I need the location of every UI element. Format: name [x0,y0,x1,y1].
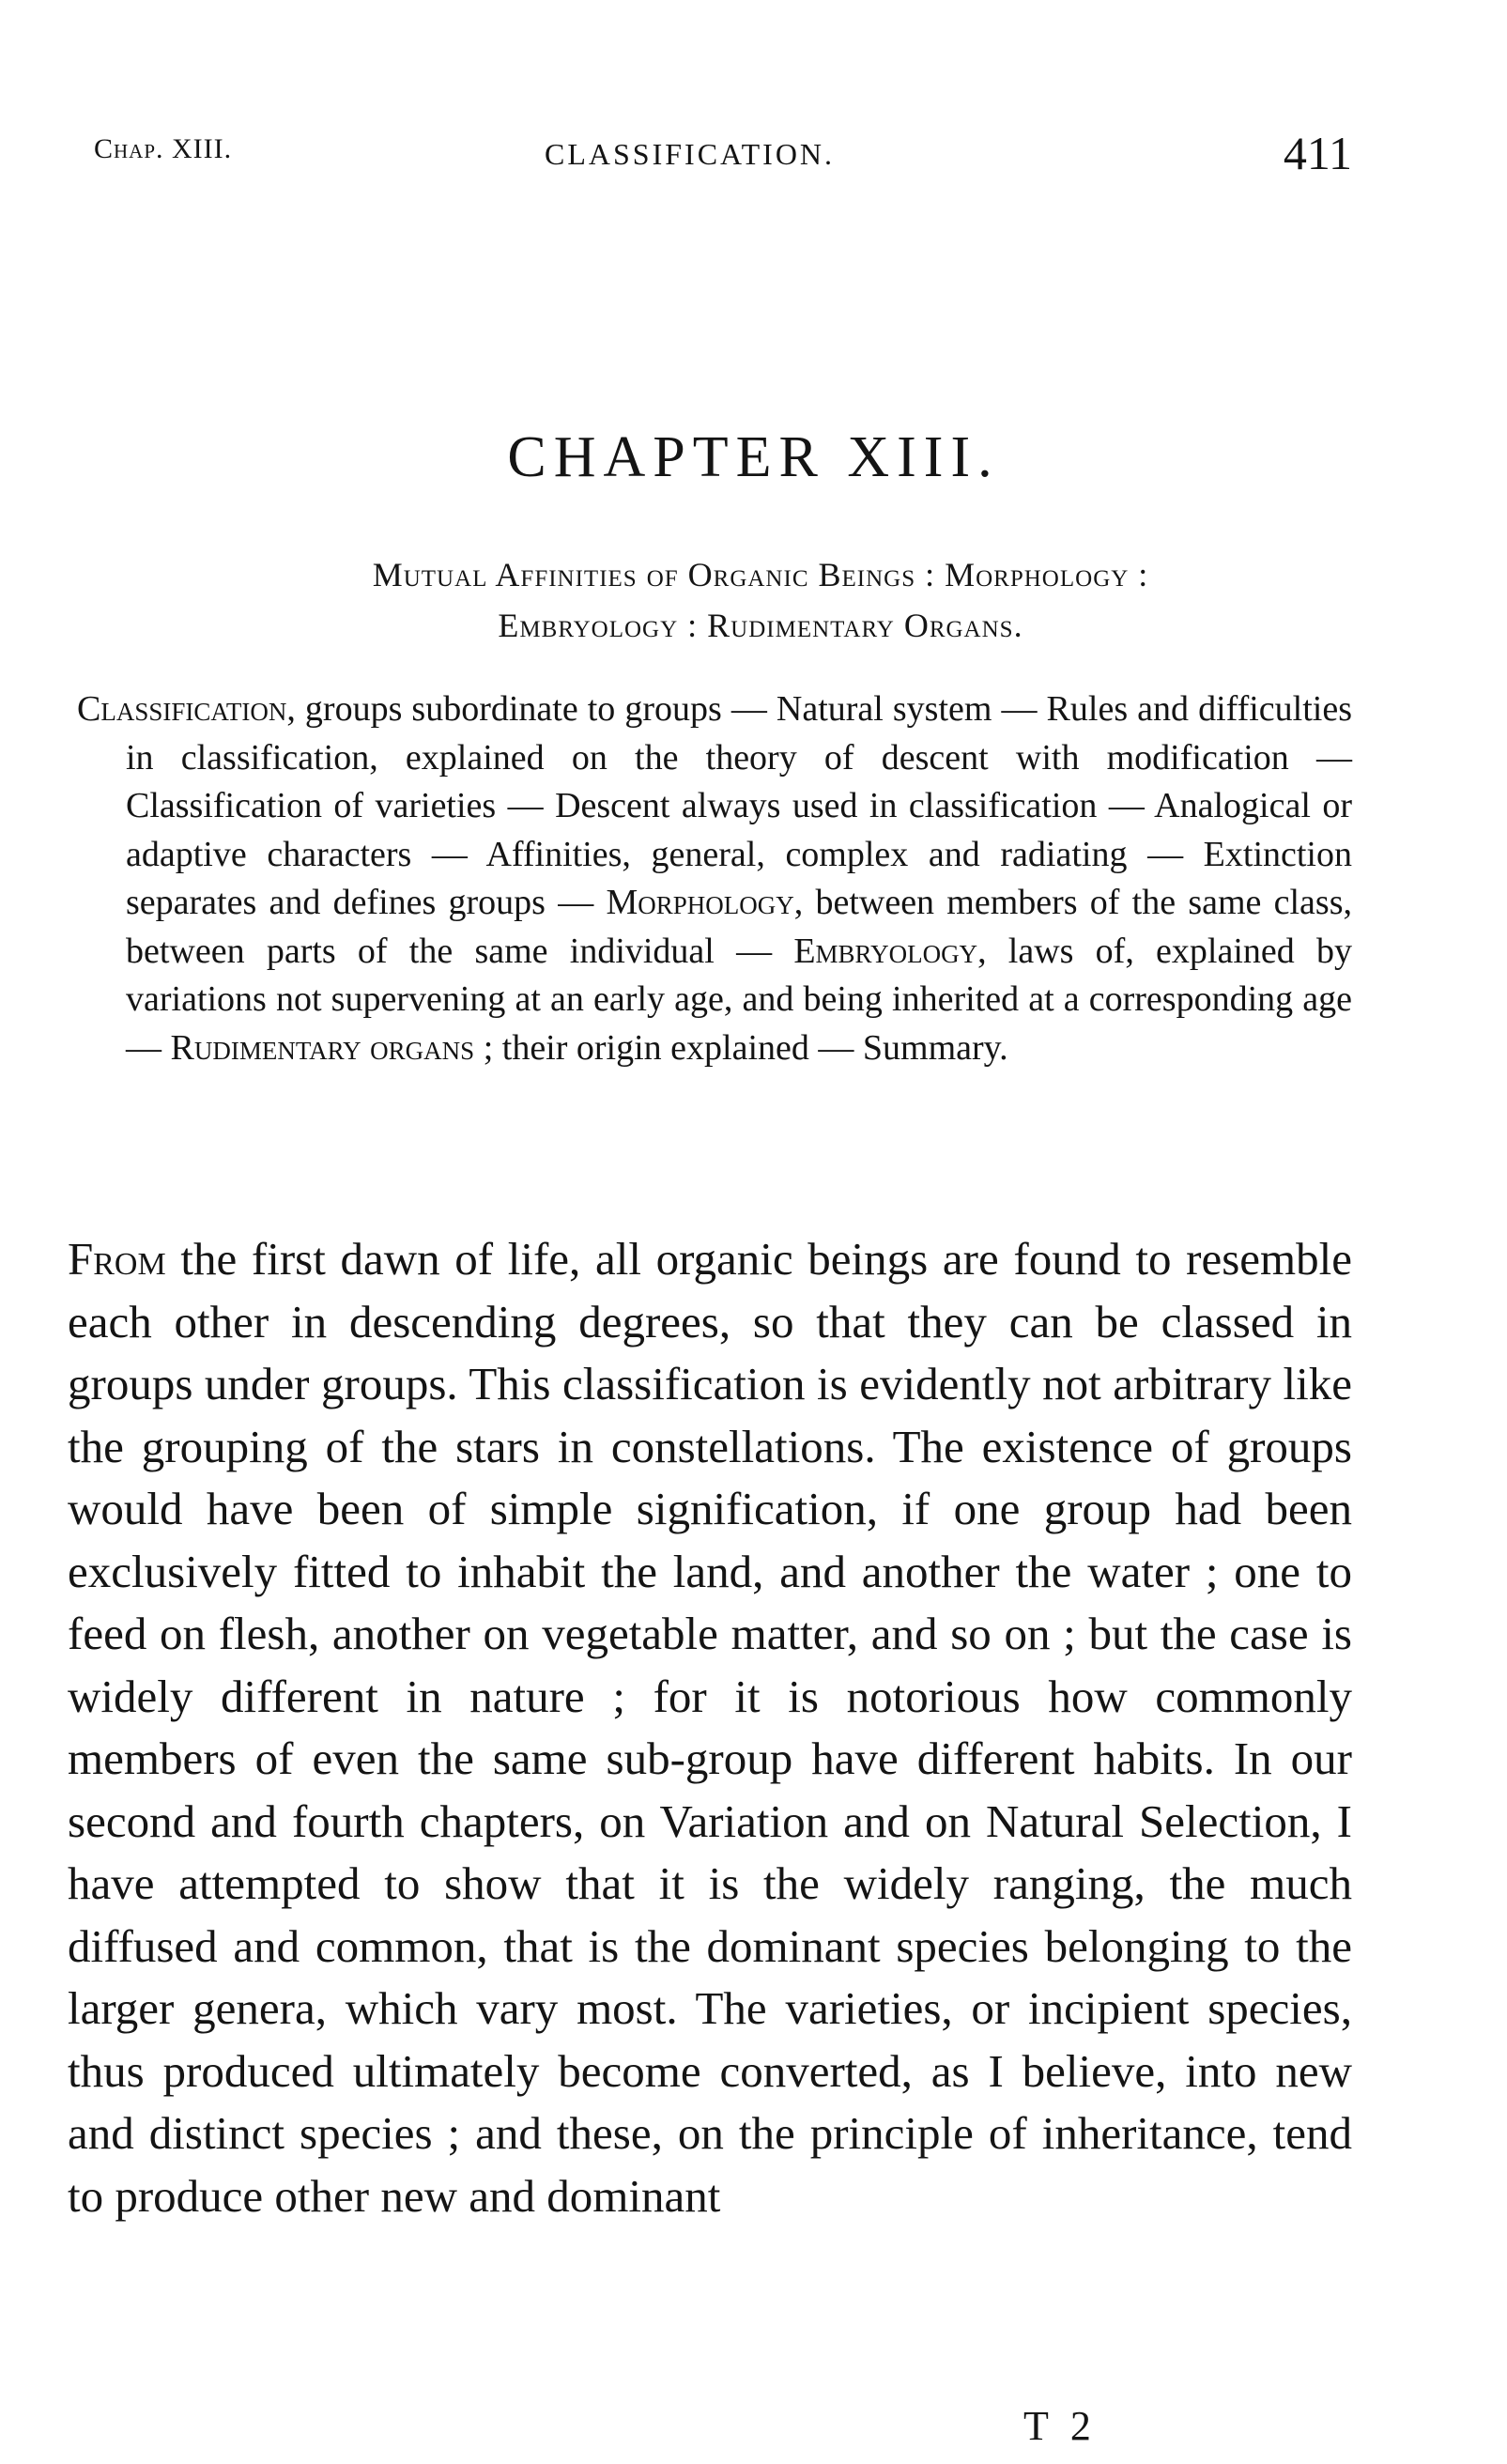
chapter-subtitle-line-2: Embryology : Rudimentary Organs. [498,607,1023,644]
synopsis-embryology-term: Embryology [793,931,978,971]
chapter-synopsis [77,685,1352,1072]
synopsis-text-part-4: ; their origin explained — Summary. [474,1027,1008,1068]
signature-mark [1023,2402,1097,2450]
synopsis-text-part-2: , between members of the same class, between parts of the same individual — [126,883,1353,971]
signature-number: 2 [1069,2403,1097,2449]
signature-letter: T [1023,2403,1054,2449]
body-paragraph [68,1228,1352,2227]
synopsis-morphology-term: Morphology [606,883,794,922]
synopsis-lead-term: Classification [77,689,287,729]
chapter-title: CHAPTER XIII. [507,425,1000,489]
chapter-subtitle [169,549,1352,651]
opening-word: From [68,1233,166,1285]
chapter-reference: Chap. XIII. [94,133,233,164]
synopsis-text-part-3: , laws of, explained by variations not supervening at an early age, and being inherited at a corresponding age — [126,931,1352,1068]
running-title: CLASSIFICATION. [545,137,836,171]
running-header [94,120,1352,177]
chapter-subtitle-line-1: Mutual Affinities of Organic Beings : Morphology : [372,556,1149,593]
synopsis-rudimentary-term: Rudimentary organs [170,1027,475,1068]
synopsis-text-part-1: , groups subordinate to groups — Natural system — Rules and difficulties in classification, explained on the theory of descent with modification — Classification of varieties — Descent always used in classification — Analogical or adaptive characters — Affinities, general, complex and radiating — Extinction separates and defines groups — [126,689,1352,922]
page-number: 411 [1283,127,1352,179]
body-paragraph-text: the first dawn of life, all organic beings are found to resemble each other in descending degrees, so that they can be classed in groups under groups. This classification is evidently not arbitrary like the grouping of the stars in constellations. The existence of groups would have been of simple signification, if one group had been exclusively fitted to inhabit the land, and another the water ; one to feed on flesh, another on vegetable matter, and so on ; but the case is widely different in nature ; for it is notorious how commonly members of even the same sub-group have different habits. In our second and fourth chapters, on Variation and on Natural Selection, I have attempted to show that it is the widely ranging, the much diffused and common, that is the dominant species belonging to the larger genera, which vary most. The varieties, or incipient species, thus produced ultimately become converted, as I believe, into new and distinct species ; and these, on the principle of inheritance, tend to produce other new and dominant [68,1233,1352,2222]
